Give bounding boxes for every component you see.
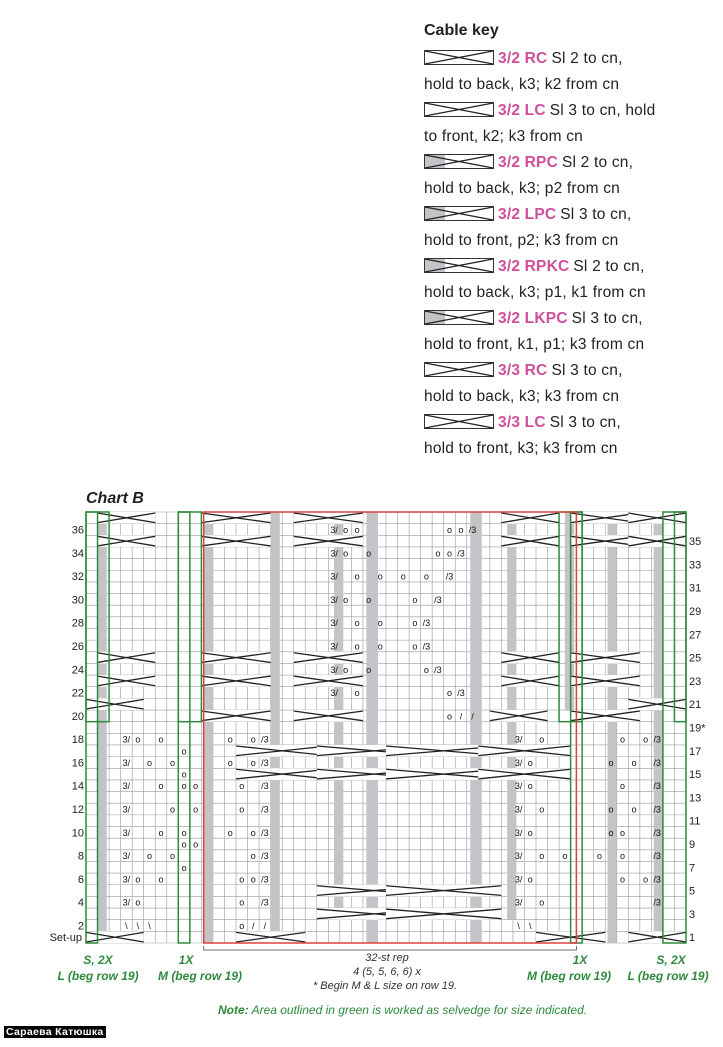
stitch-symbol: 3/ [330, 524, 338, 535]
stitch-symbol: 3/ [514, 734, 523, 745]
stitch-symbol: o [400, 571, 406, 582]
stitch-symbol: o [354, 641, 360, 652]
right-row-label: 1 [689, 932, 696, 945]
cable-cross [201, 652, 270, 664]
stitch-symbol: /3 [468, 524, 477, 535]
cable-instruction-line1: Sl 3 to cn, [571, 310, 643, 327]
left-row-label: 16 [71, 757, 84, 770]
stitch-symbol: /3 [457, 688, 465, 699]
stitch-symbol: o [181, 839, 187, 850]
left-row-label: 28 [71, 617, 84, 630]
stitch-symbol: o [527, 757, 533, 768]
size-label-right-outer: S, 2X [656, 953, 686, 967]
stitch-symbol: o [620, 734, 626, 745]
left-row-label: 14 [71, 780, 84, 793]
cable-cross [490, 710, 548, 722]
stitch-symbol: o [158, 827, 164, 838]
stitch-symbol: o [631, 757, 637, 768]
stitch-symbol: o [539, 851, 545, 862]
stitch-symbol: 3/ [122, 804, 131, 815]
stitch-symbol: o [135, 897, 141, 908]
cable-cross [571, 710, 640, 722]
stitch-symbol: o [135, 874, 141, 885]
watermark: Сараева Катюшка [6, 1026, 104, 1038]
stitch-symbol: /3 [261, 781, 269, 792]
purl-column [271, 512, 280, 943]
stitch-symbol: o [423, 664, 429, 675]
stitch-symbol: o [170, 757, 176, 768]
cable-instruction-line2: hold to back, k3; k3 from cn [424, 388, 620, 405]
cable-code: 3/2 LKPC [498, 310, 568, 327]
repeat-bracket [204, 946, 577, 950]
size-label-left-inner: 1X [178, 953, 194, 967]
stitch-symbol: o [250, 757, 256, 768]
stitch-symbol: o [608, 757, 614, 768]
cable-instruction-line1: Sl 2 to cn, [573, 258, 645, 275]
stitch-symbol: o [146, 757, 152, 768]
stitch-symbol: o [158, 874, 164, 885]
stitch-symbol: o [412, 594, 418, 605]
stitch-symbol: /3 [261, 874, 269, 885]
stitch-symbol: /3 [653, 734, 661, 745]
cable-code: 3/2 LC [498, 102, 546, 119]
stitch-symbol: /3 [261, 757, 269, 768]
stitch-symbol: o [608, 827, 614, 838]
stitch-symbol: o [227, 827, 233, 838]
stitch-symbol: o [354, 571, 360, 582]
stitch-symbol: /3 [434, 594, 442, 605]
stitch-symbol: o [158, 734, 164, 745]
stitch-symbol: 3/ [514, 781, 523, 792]
left-row-label: 18 [71, 734, 84, 747]
stitch-symbol: o [366, 664, 372, 675]
stitch-symbol: o [193, 804, 199, 815]
chart-title: Chart B [86, 490, 144, 507]
stitch-symbol: o [539, 897, 545, 908]
stitch-symbol: /3 [434, 664, 442, 675]
stitch-symbol: \ [528, 921, 532, 932]
stitch-symbol: 3/ [122, 874, 131, 885]
stitch-symbol: o [343, 548, 349, 559]
stitch-symbol: o [146, 851, 152, 862]
stitch-symbol: o [412, 641, 418, 652]
size-label-right-inner-beg: M (beg row 19) [526, 969, 612, 983]
cable-cross [86, 931, 144, 943]
stitch-symbol: o [181, 746, 187, 757]
stitch-symbol: o [620, 827, 626, 838]
stitch-symbol: /3 [261, 804, 269, 815]
cable-cross [236, 931, 305, 943]
cable-instruction-line1: Sl 3 to cn, [551, 362, 623, 379]
stitch-symbol: /3 [653, 804, 661, 815]
stitch-symbol: o [412, 618, 418, 629]
cable-instruction-line2: hold to back, k3; p2 from cn [424, 180, 621, 197]
cable-cross [628, 931, 686, 943]
cable-cross [98, 652, 156, 664]
left-row-label: 6 [77, 873, 84, 886]
cable-code: 3/2 RPKC [498, 258, 570, 275]
stitch-symbol: o [250, 874, 256, 885]
stitch-symbol: o [343, 664, 349, 675]
chart-note [218, 1003, 587, 1017]
stitch-symbol: o [377, 571, 383, 582]
stitch-symbol: o [446, 548, 452, 559]
cable-cross [571, 675, 640, 687]
stitch-symbol: /3 [261, 897, 269, 908]
cable-instruction-line1: Sl 3 to cn, [560, 206, 632, 223]
stitch-symbol: o [250, 851, 256, 862]
stitch-symbol: o [446, 711, 452, 722]
left-row-label: 32 [71, 571, 84, 584]
cable-cross [628, 512, 686, 524]
stitch-symbol: /3 [445, 571, 454, 582]
right-row-label: 7 [689, 862, 696, 875]
stitch-symbol: o [239, 781, 245, 792]
cable-code: 3/2 LPC [498, 206, 557, 223]
cable-instruction-line1: Sl 3 to cn, hold [549, 102, 656, 119]
stitch-symbol: 3/ [330, 594, 338, 605]
stitch-symbol: / [252, 921, 255, 932]
stitch-symbol: /3 [653, 781, 661, 792]
stitch-symbol: o [239, 921, 245, 932]
cable-key-title: Cable key [424, 22, 499, 39]
cable-cross [571, 652, 640, 664]
right-row-label: 31 [689, 582, 702, 595]
cable-cross [201, 535, 270, 547]
cable-cross [86, 698, 144, 710]
left-row-label: 22 [71, 687, 84, 700]
stitch-symbol: /3 [457, 548, 465, 559]
cable-cross [236, 745, 328, 757]
cable-instruction-line2: hold to front, k1, p1; k3 from cn [424, 336, 645, 353]
stitch-symbol: o [239, 874, 245, 885]
stitch-symbol: 3/ [330, 641, 338, 652]
stitch-symbol: /3 [653, 897, 661, 908]
cable-cross [628, 535, 686, 547]
left-row-label: Set-up [49, 932, 82, 945]
size-label-right-inner: 1X [572, 953, 588, 967]
right-row-label: 11 [689, 815, 701, 828]
stitch-symbol: o [539, 804, 545, 815]
stitch-symbol: 3/ [330, 548, 338, 559]
right-row-label: 17 [689, 745, 702, 758]
stitch-symbol: o [343, 524, 349, 535]
stitch-symbol: o [239, 897, 245, 908]
cable-cross [294, 535, 363, 547]
stitch-symbol: 3/ [122, 734, 131, 745]
stitch-symbol: o [181, 781, 187, 792]
left-row-label: 36 [71, 524, 84, 537]
stitch-symbol: o [527, 874, 533, 885]
stitch-symbol: o [170, 851, 176, 862]
stitch-symbol: 3/ [330, 618, 338, 629]
note-label: Note: [218, 1003, 249, 1017]
stitch-symbol: o [227, 757, 233, 768]
right-row-label: 25 [689, 652, 702, 665]
cable-instruction-line1: Sl 3 to cn, [549, 414, 621, 431]
right-row-label: 13 [689, 792, 702, 805]
cable-cross [201, 675, 270, 687]
stitch-symbol: 3/ [122, 781, 131, 792]
stitch-symbol: /3 [261, 851, 269, 862]
right-row-label: 27 [689, 629, 702, 642]
right-row-label: 35 [689, 536, 702, 549]
stitch-symbol: 3/ [330, 688, 338, 699]
right-row-label: 3 [689, 908, 696, 921]
stitch-symbol: /3 [422, 618, 431, 629]
cable-cross [236, 768, 328, 780]
cable-code: 3/3 RC [498, 362, 548, 379]
stitch-symbol: 3/ [514, 897, 523, 908]
stitch-symbol: o [446, 688, 452, 699]
stitch-symbol: /3 [261, 827, 269, 838]
stitch-symbol: 3/ [514, 757, 523, 768]
stitch-symbol: 3/ [514, 851, 523, 862]
note-text: Area outlined in green is worked as selvedge for size indicated. [251, 1003, 588, 1017]
cable-cross [294, 652, 363, 664]
cable-cross [386, 885, 501, 897]
stitch-symbol: o [343, 594, 349, 605]
stitch-symbol: o [170, 804, 176, 815]
cable-instruction-line1: Sl 2 to cn, [551, 50, 623, 67]
right-row-label: 23 [689, 675, 702, 688]
stitch-symbol: o [135, 734, 141, 745]
left-row-label: 34 [71, 547, 84, 560]
right-row-label: 15 [689, 769, 702, 782]
cable-cross [201, 512, 270, 524]
size-label-left-outer-beg: L (beg row 19) [57, 969, 139, 983]
stitch-symbol: o [596, 851, 602, 862]
stitch-symbol: o [366, 548, 372, 559]
left-row-label: 20 [71, 710, 84, 723]
cable-cross [628, 698, 686, 710]
stitch-symbol: 3/ [122, 851, 131, 862]
stitch-symbol: /3 [261, 734, 269, 745]
stitch-symbol: o [631, 804, 637, 815]
cable-cross [501, 535, 559, 547]
stitch-symbol: o [423, 571, 429, 582]
stitch-symbol: / [471, 711, 474, 722]
stitch-symbol: /3 [422, 641, 431, 652]
left-row-label: 24 [71, 664, 84, 677]
stitch-symbol: o [227, 734, 233, 745]
left-row-label: 4 [77, 897, 84, 910]
cable-cross [294, 710, 363, 722]
stitch-symbol: /3 [653, 757, 661, 768]
stitch-symbol: \ [125, 921, 128, 932]
cable-instruction-line2: to front, k2; k3 from cn [424, 128, 583, 145]
stitch-symbol: o [377, 641, 383, 652]
right-row-label: 33 [689, 559, 702, 572]
stitch-symbol: o [377, 618, 383, 629]
cable-cross [501, 512, 559, 524]
stitch-symbol: 3/ [330, 571, 338, 582]
cable-code: 3/3 LC [498, 414, 546, 431]
stitch-symbol: o [158, 781, 164, 792]
left-row-label: 10 [71, 827, 84, 840]
stitch-symbol: /3 [653, 874, 661, 885]
stitch-symbol: / [263, 921, 267, 932]
stitch-symbol: /3 [653, 851, 661, 862]
cable-cross [501, 652, 559, 664]
stitch-symbol: /3 [653, 827, 661, 838]
purl-column [366, 512, 378, 943]
stitch-symbol: o [539, 734, 545, 745]
right-row-label: 5 [689, 885, 696, 898]
stitch-symbol: 3/ [122, 757, 131, 768]
stitch-symbol: o [181, 862, 187, 873]
size-label-right-outer-beg: L (beg row 19) [627, 969, 709, 983]
cable-instruction-line2: hold to front, p2; k3 from cn [424, 232, 619, 249]
stitch-symbol: o [181, 769, 187, 780]
left-row-label: 12 [71, 804, 84, 817]
size-label-left-inner-beg: M (beg row 19) [157, 969, 243, 983]
cable-cross [294, 512, 363, 524]
stitch-symbol: 3/ [514, 804, 523, 815]
right-row-label: 29 [689, 606, 702, 619]
cable-code: 3/2 RC [498, 50, 548, 67]
purl-column [470, 512, 482, 943]
stitch-symbol: o [527, 827, 533, 838]
stitch-symbol: o [620, 851, 626, 862]
chart-grid [86, 512, 686, 943]
cable-instruction-line2: hold to back, k3; k2 from cn [424, 76, 620, 93]
stitch-symbol: o [458, 524, 464, 535]
cable-cross [294, 675, 363, 687]
stitch-symbol: o [366, 594, 372, 605]
cable-cross [478, 745, 570, 757]
repeat-label: 32-st rep [365, 952, 409, 964]
stitch-symbol: o [354, 688, 360, 699]
cable-cross [98, 535, 156, 547]
stitch-symbol: o [193, 781, 199, 792]
right-row-label: 9 [689, 838, 696, 851]
purl-column [98, 512, 107, 943]
cable-cross [386, 908, 501, 920]
stitch-symbol: / [459, 711, 463, 722]
stitch-symbol: o [562, 851, 568, 862]
stitch-symbol: 3/ [514, 827, 523, 838]
stitch-symbol: 3/ [514, 874, 523, 885]
cable-instruction-line2: hold to back, k3; p1, k1 from cn [424, 284, 646, 301]
stitch-symbol: 3/ [330, 664, 338, 675]
right-row-label: 19* [689, 722, 706, 735]
stitch-symbol: o [527, 781, 533, 792]
stitch-symbol: 3/ [122, 827, 131, 838]
cable-code: 3/2 RPC [498, 154, 558, 171]
cable-cross [98, 675, 156, 687]
stitch-symbol: o [250, 827, 256, 838]
left-row-label: 2 [77, 920, 84, 933]
stitch-symbol: o [250, 734, 256, 745]
stitch-symbol: o [446, 524, 452, 535]
purl-column [608, 512, 617, 943]
stitch-symbol: o [435, 548, 441, 559]
stitch-symbol: o [620, 874, 626, 885]
stitch-symbol: \ [517, 921, 520, 932]
stitch-symbol: o [239, 804, 245, 815]
cable-cross [478, 768, 570, 780]
stitch-symbol: o [643, 734, 649, 745]
cable-instruction-line1: Sl 2 to cn, [561, 154, 634, 171]
purl-block [204, 722, 213, 943]
stitch-symbol: o [181, 827, 187, 838]
left-row-label: 26 [71, 640, 84, 653]
stitch-symbol: o [354, 618, 360, 629]
stitch-symbol: o [608, 804, 614, 815]
stitch-symbol: o [643, 874, 649, 885]
right-row-label: 21 [689, 699, 702, 712]
stitch-symbol: o [354, 524, 360, 535]
stitch-symbol: 3/ [122, 897, 131, 908]
stitch-symbol: o [193, 839, 199, 850]
size-label-left-outer: S, 2X [83, 953, 113, 967]
stitch-symbol: o [620, 781, 626, 792]
left-row-label: 30 [71, 594, 84, 607]
left-row-label: 8 [77, 850, 84, 863]
cable-instruction-line2: hold to front, k3; k3 from cn [424, 440, 618, 457]
cable-cross [501, 675, 559, 687]
stitch-symbol: \ [136, 921, 140, 932]
cable-cross [201, 710, 270, 722]
stitch-symbol: \ [148, 921, 151, 932]
repeat-count: 4 (5, 5, 6, 6) x [353, 966, 421, 978]
cable-cross [98, 512, 156, 524]
chart-footnote: * Begin M & L size on row 19. [312, 980, 458, 992]
